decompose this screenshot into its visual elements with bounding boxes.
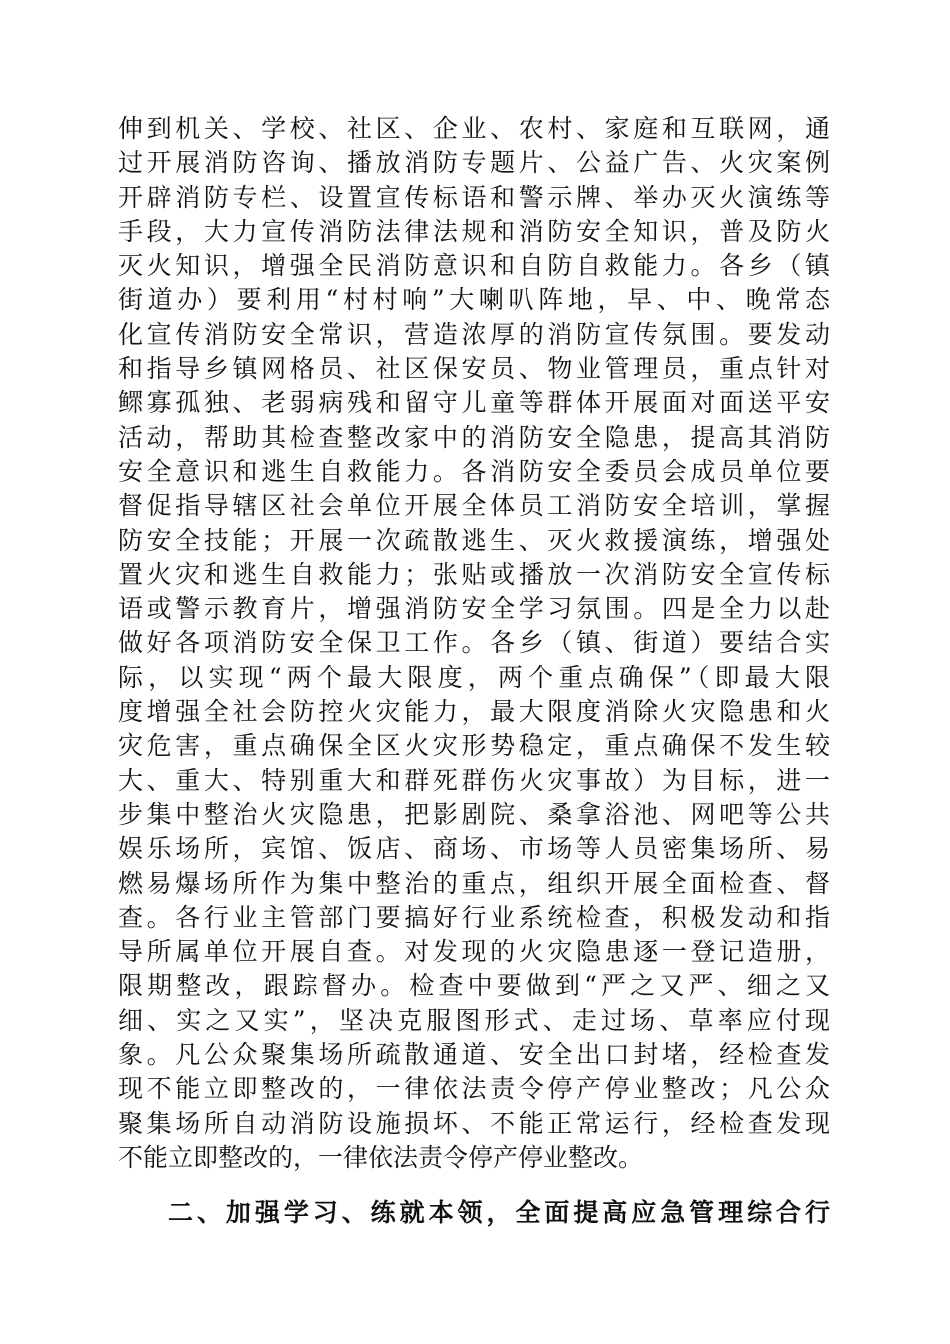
text-line: 鳏寡孤独、老弱病残和留守儿童等群体开展面对面送平安 [118, 388, 830, 418]
text-line: 手段，大力宣传消防法律法规和消防安全知识，普及防火 [118, 216, 830, 246]
text-line: 不能立即整改的，一律依法责令停产停业整改。 [118, 1142, 644, 1172]
text-line: 伸到机关、学校、社区、企业、农村、家庭和互联网，通 [118, 114, 830, 143]
text-line: 娱乐场所，宾馆、饭店、商场、市场等人员密集场所、易 [118, 834, 830, 864]
text-line: 度增强全社会防控火灾能力，最大限度消除火灾隐患和火 [118, 697, 830, 727]
body-paragraph [118, 112, 830, 1175]
text-line: 细、实之又实”，坚决克服图形式、走过场、草率应付现 [118, 1005, 830, 1035]
text-line: 开辟消防专栏、设置宣传标语和警示牌、举办灭火演练等 [118, 182, 830, 212]
text-line: 街道办）要利用“村村响”大喇叭阵地，早、中、晚常态 [118, 285, 830, 315]
text-line: 聚集场所自动消防设施损坏、不能正常运行，经检查发现 [118, 1108, 830, 1138]
text-line: 象。凡公众聚集场所疏散通道、安全出口封堵，经检查发 [118, 1040, 830, 1070]
text-line: 活动，帮助其检查整改家中的消防安全隐患，提高其消防 [118, 422, 830, 452]
text-line: 际，以实现“两个最大限度，两个重点确保”（即最大限 [118, 662, 830, 692]
text-line: 限期整改，跟踪督办。检查中要做到“严之又严、细之又 [118, 971, 830, 1001]
text-line: 做好各项消防安全保卫工作。各乡（镇、街道）要结合实 [118, 628, 830, 658]
text-line: 查。各行业主管部门要搞好行业系统检查，积极发动和指 [118, 902, 830, 932]
text-line: 置火灾和逃生自救能力；张贴或播放一次消防安全宣传标 [118, 559, 830, 589]
section-heading: 二、加强学习、练就本领，全面提高应急管理综合行 [168, 1198, 830, 1227]
text-line: 和指导乡镇网格员、社区保安员、物业管理员，重点针对 [118, 354, 830, 384]
text-line: 步集中整治火灾隐患，把影剧院、桑拿浴池、网吧等公共 [118, 799, 830, 829]
text-line: 语或警示教育片，增强消防安全学习氛围。四是全力以赴 [118, 594, 830, 624]
text-line: 安全意识和逃生自救能力。各消防安全委员会成员单位要 [118, 456, 830, 486]
text-line: 灭火知识，增强全民消防意识和自防自救能力。各乡（镇 [118, 251, 830, 281]
text-line: 防安全技能；开展一次疏散逃生、灭火救援演练，增强处 [118, 525, 830, 555]
text-line: 燃易爆场所作为集中整治的重点，组织开展全面检查、督 [118, 868, 830, 898]
text-line: 灾危害，重点确保全区火灾形势稳定，重点确保不发生较 [118, 731, 830, 761]
text-line: 化宣传消防安全常识，营造浓厚的消防宣传氛围。要发动 [118, 319, 830, 349]
text-line: 导所属单位开展自查。对发现的火灾隐患逐一登记造册， [118, 937, 830, 967]
text-line: 督促指导辖区社会单位开展全体员工消防安全培训，掌握 [118, 491, 830, 521]
text-line: 过开展消防咨询、播放消防专题片、公益广告、火灾案例 [118, 148, 830, 178]
text-line: 大、重大、特别重大和群死群伤火灾事故）为目标，进一 [118, 765, 830, 795]
text-line: 现不能立即整改的，一律依法责令停产停业整改；凡公众 [118, 1074, 830, 1104]
